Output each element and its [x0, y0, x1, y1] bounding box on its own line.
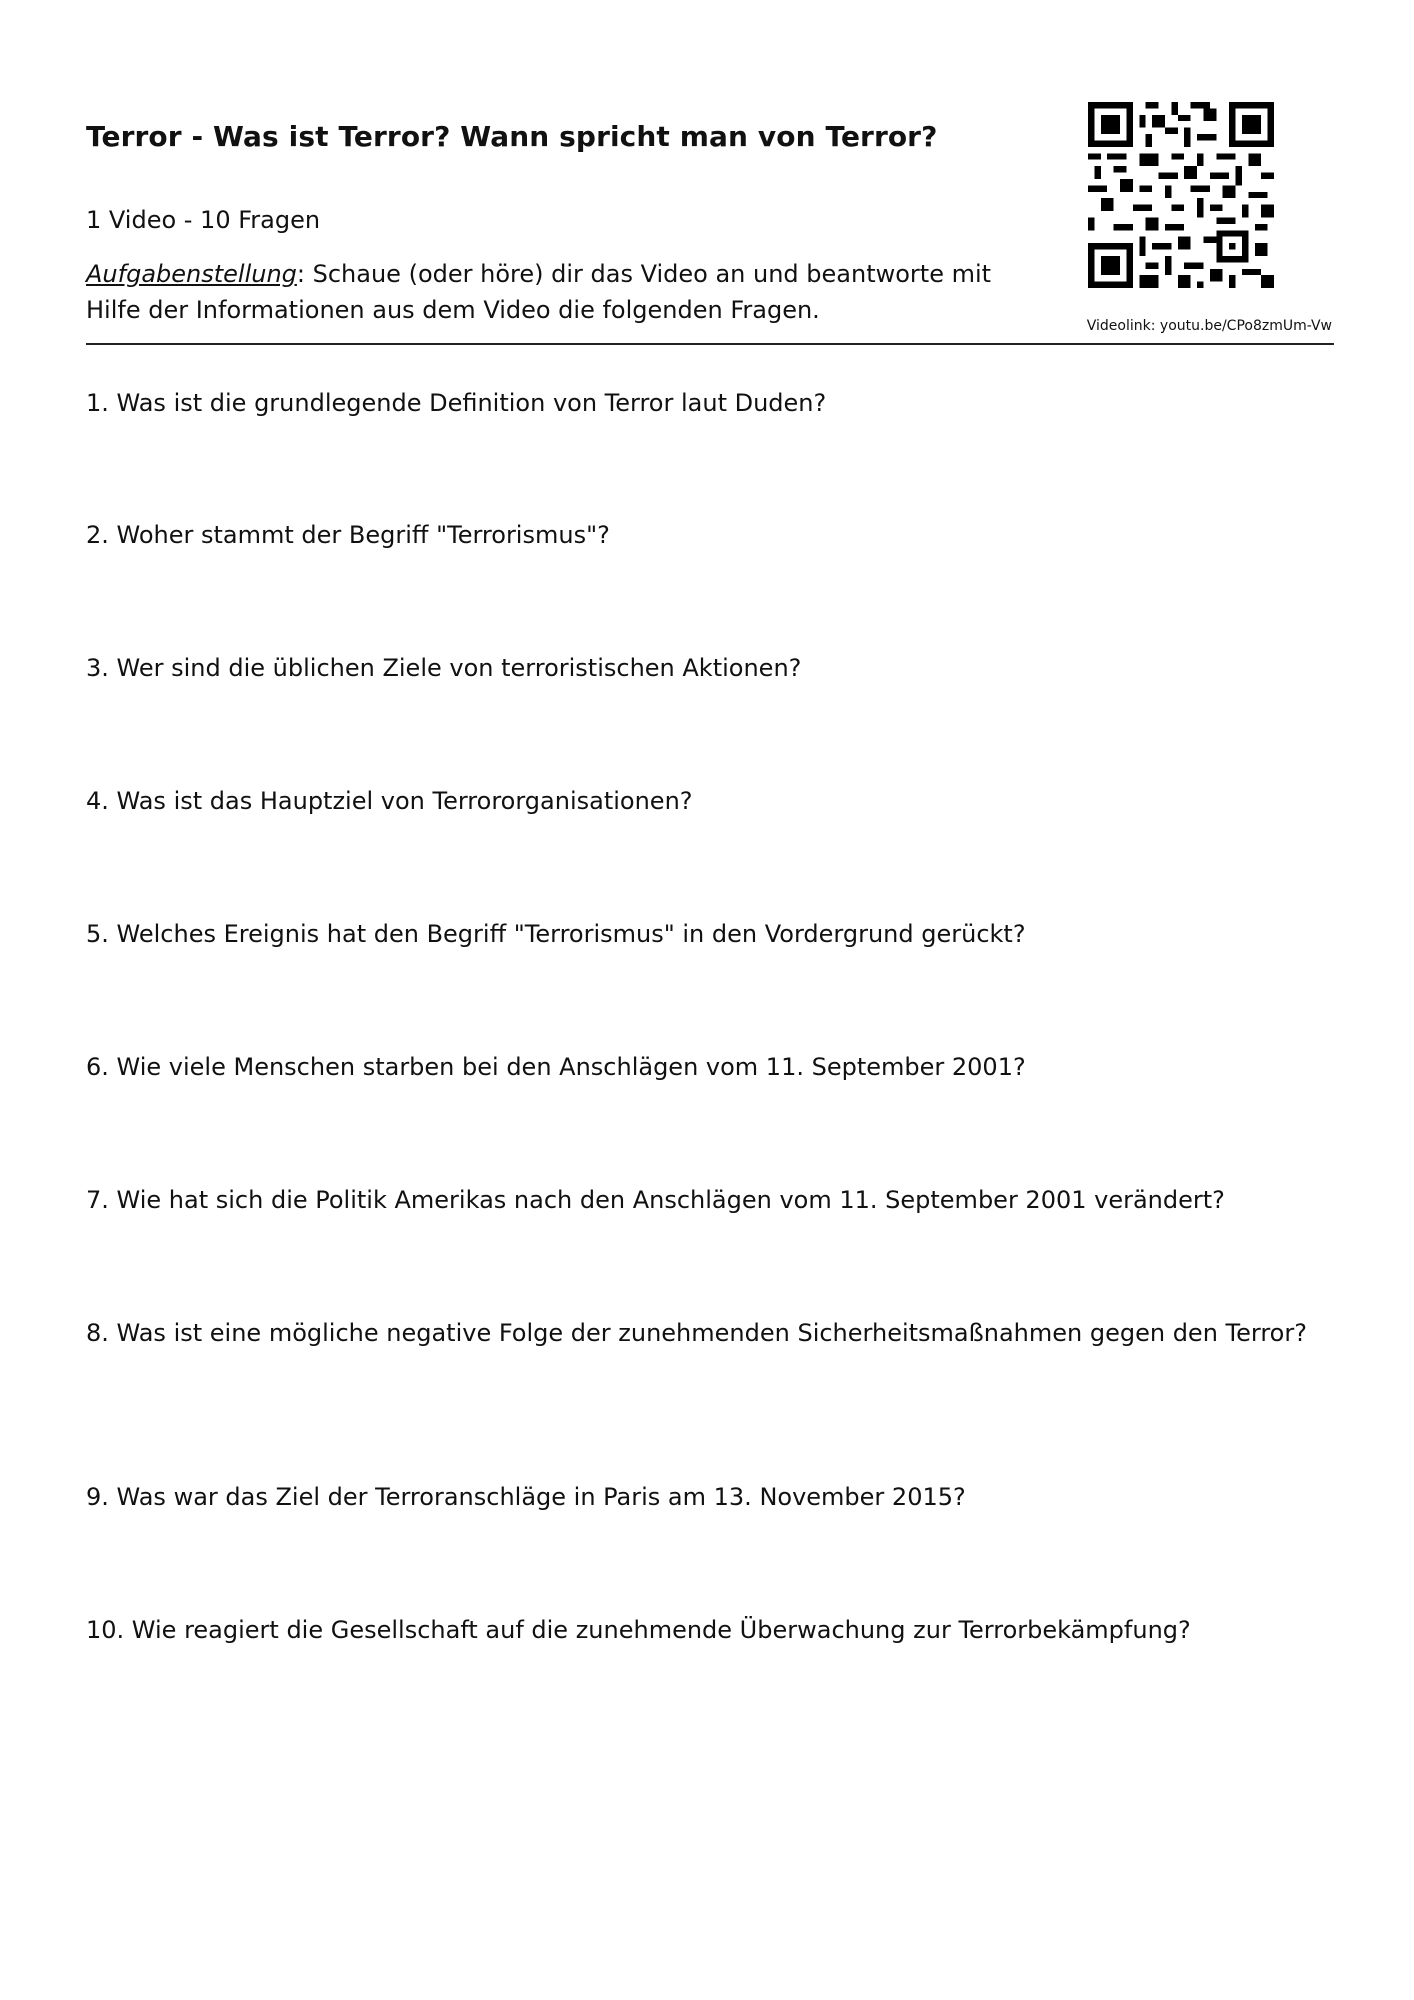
question-4: 4. Was ist das Hauptziel von Terrororganisationen? [86, 787, 693, 815]
question-3: 3. Wer sind die üblichen Ziele von terroristischen Aktionen? [86, 654, 802, 682]
question-8: 8. Was ist eine mögliche negative Folge der zunehmenden Sicherheitsmaßnahmen gegen den Terror? [86, 1319, 1307, 1347]
question-5: 5. Welches Ereignis hat den Begriff "Terrorismus" in den Vordergrund gerückt? [86, 920, 1026, 948]
question-2: 2. Woher stammt der Begriff "Terrorismus"? [86, 521, 610, 549]
video-link[interactable]: Videolink: youtu.be/CPo8zmUm-Vw [1086, 318, 1332, 334]
instructions-text: : Schaue (oder höre) dir das Video an und beantworte mit Hilfe der Informationen aus dem Video die folgenden Fragen. [86, 260, 992, 324]
qr-code-icon [1088, 102, 1274, 288]
question-10: 10. Wie reagiert die Gesellschaft auf die zunehmende Überwachung zur Terrorbekämpfung? [86, 1616, 1191, 1644]
question-9: 9. Was war das Ziel der Terroranschläge in Paris am 13. November 2015? [86, 1483, 966, 1511]
header-divider [86, 343, 1334, 345]
question-6: 6. Wie viele Menschen starben bei den Anschlägen vom 11. September 2001? [86, 1053, 1026, 1081]
instructions [86, 256, 1046, 328]
instructions-label: Aufgabenstellung [86, 260, 297, 288]
question-1: 1. Was ist die grundlegende Definition von Terror laut Duden? [86, 389, 827, 417]
worksheet-subtitle: 1 Video - 10 Fragen [86, 206, 321, 234]
worksheet-title: Terror - Was ist Terror? Wann spricht man von Terror? [86, 120, 938, 153]
question-7: 7. Wie hat sich die Politik Amerikas nach den Anschlägen vom 11. September 2001 verändert? [86, 1186, 1225, 1214]
